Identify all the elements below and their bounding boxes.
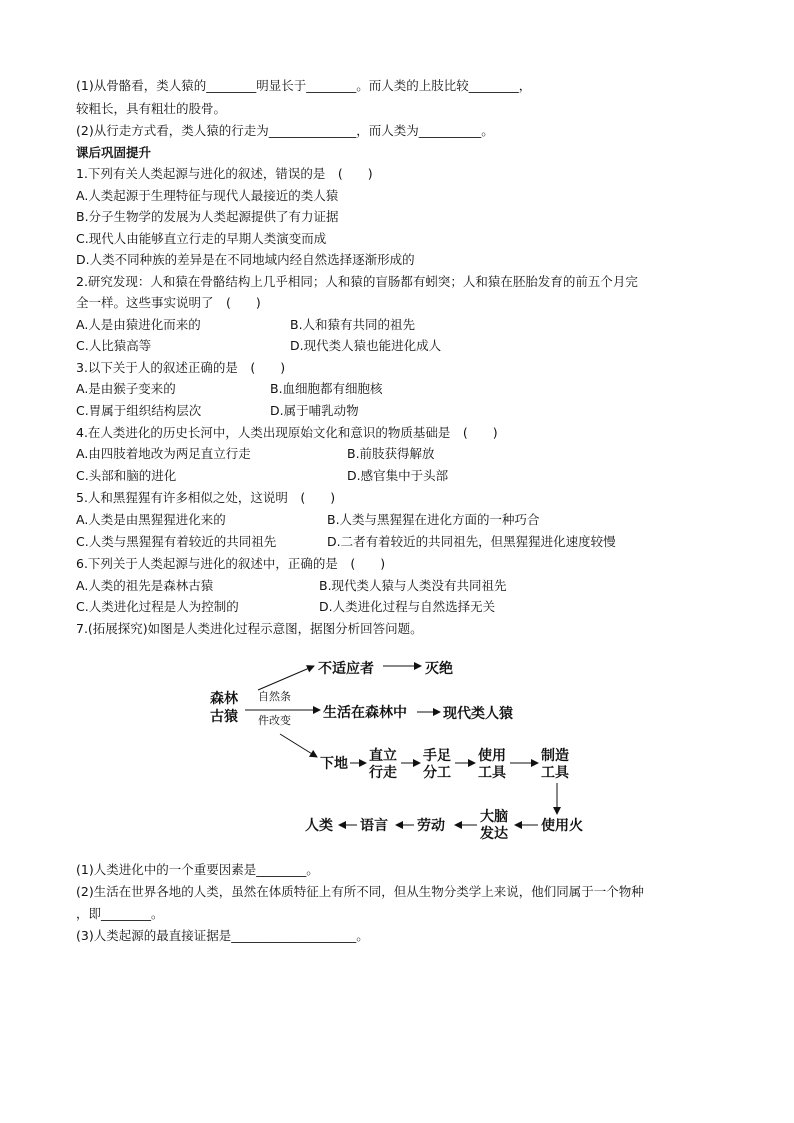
q2-option-d: D.现代类人猿也能进化成人 (290, 338, 442, 353)
arrow-to-ground (280, 734, 317, 757)
node-division-1: 手足 (423, 748, 451, 764)
q4-option-c: C.头部和脑的进化 (76, 468, 177, 483)
node-brain-1: 大脑 (480, 809, 508, 825)
arrow-to-unfit (258, 666, 314, 690)
q2-option-b: B.人和猿有共同的祖先 (290, 317, 416, 332)
intro-q1: (1)从骨骼看，类人猿的________明显长于________。而人类的上肢比较________， (76, 78, 532, 93)
node-unfit: 不适应者 (318, 661, 374, 677)
q1-option-c: C.现代人由能够直立行走的早期人类演变而成 (76, 231, 327, 246)
q6-option-d: D.人类进化过程与自然选择无关 (319, 599, 496, 614)
node-extinct: 灭绝 (425, 661, 453, 677)
q1-option-a: A.人类起源于生理特征与现代人最接近的类人猿 (76, 188, 339, 203)
q5-option-d: D.二者有着较近的共同祖先，但黑猩猩进化速度较慢 (327, 534, 616, 549)
q1-stem: 1.下列有关人类起源与进化的叙述，错误的是 ( ) (76, 166, 373, 181)
q2-option-a: A.人是由猿进化而来的 (76, 317, 201, 332)
node-modern-ape: 现代类人猿 (443, 706, 513, 722)
q5-option-c: C.人类与黑猩猩有着较近的共同祖先 (76, 534, 277, 549)
node-forest-ape-2: 古猿 (210, 709, 238, 725)
node-ground: 下地 (320, 756, 348, 772)
q6-option-c: C.人类进化过程是人为控制的 (76, 599, 239, 614)
node-forest-ape-1: 森林 (210, 691, 238, 707)
q3-option-d: D.属于哺乳动物 (270, 403, 359, 418)
label-condition-2: 件改变 (258, 714, 291, 727)
q4-option-a: A.由四肢着地改为两足直立行走 (76, 446, 251, 461)
node-human: 人类 (305, 818, 333, 834)
q5-option-a: A.人类是由黑猩猩进化来的 (76, 512, 226, 527)
q4-option-b: B.前肢获得解放 (347, 446, 435, 461)
q5-option-b: B.人类与黑猩猩在进化方面的一种巧合 (327, 512, 540, 527)
node-fire: 使用火 (541, 818, 583, 834)
sub-question-3: (3)人类起源的最直接证据是____________________。 (76, 928, 369, 943)
node-labor: 劳动 (417, 818, 445, 834)
q2-stem: 2.研究发现：人和猿在骨骼结构上几乎相同；人和猿的盲肠都有蚓突；人和猿在胚胎发育的前五个月完 (76, 274, 638, 289)
q3-option-b: B.血细胞都有细胞核 (270, 381, 383, 396)
node-use-tools-2: 工具 (478, 765, 506, 781)
q7-stem: 7.(拓展探究)如图是人类进化过程示意图，据图分析回答问题。 (76, 621, 423, 636)
node-division-2: 分工 (423, 765, 451, 781)
intro-q2: (2)从行走方式看，类人猿的行走为______________，而人类为__________。 (76, 123, 494, 138)
intro-q1-cont: 较粗长，具有粗壮的股骨。 (76, 101, 227, 116)
node-live-forest: 生活在森林中 (323, 705, 407, 721)
q2-option-c: C.人比猿高等 (76, 338, 152, 353)
q4-option-d: D.感官集中于头部 (347, 468, 449, 483)
q1-option-b: B.分子生物学的发展为人类起源提供了有力证据 (76, 209, 339, 224)
q2-stem-cont: 全一样。这些事实说明了 ( ) (76, 295, 261, 310)
q3-option-c: C.胃属于组织结构层次 (76, 403, 202, 418)
sub-question-2: (2)生活在世界各地的人类，虽然在体质特征上有所不同，但从生物分类学上来说，他们同属于一个物种 (76, 884, 644, 899)
q3-stem: 3.以下关于人的叙述正确的是 ( ) (76, 360, 286, 375)
q6-option-a: A.人类的祖先是森林古猿 (76, 578, 214, 593)
q5-stem: 5.人和黑猩猩有许多相似之处，这说明 ( ) (76, 490, 336, 505)
node-upright-2: 行走 (369, 765, 397, 781)
sub-question-2-cont: ，即________。 (76, 906, 164, 921)
q6-option-b: B.现代类人猿与人类没有共同祖先 (319, 578, 507, 593)
section-title: 课后巩固提升 (76, 145, 152, 160)
node-make-tools-1: 制造 (541, 748, 569, 764)
sub-question-1: (1)人类进化中的一个重要因素是________。 (76, 862, 319, 877)
node-upright-1: 直立 (369, 748, 397, 764)
label-condition-1: 自然条 (258, 690, 291, 703)
node-brain-2: 发达 (480, 826, 508, 842)
node-use-tools-1: 使用 (478, 748, 506, 764)
node-language: 语言 (360, 818, 388, 834)
q3-option-a: A.是由猴子变来的 (76, 381, 176, 396)
q6-stem: 6.下列关于人类起源与进化的叙述中，正确的是 ( ) (76, 556, 386, 571)
q1-option-d: D.人类不同种族的差异是在不同地域内经自然选择逐渐形成的 (76, 252, 415, 267)
node-make-tools-2: 工具 (541, 765, 569, 781)
q4-stem: 4.在人类进化的历史长河中，人类出现原始文化和意识的物质基础是 ( ) (76, 425, 498, 440)
